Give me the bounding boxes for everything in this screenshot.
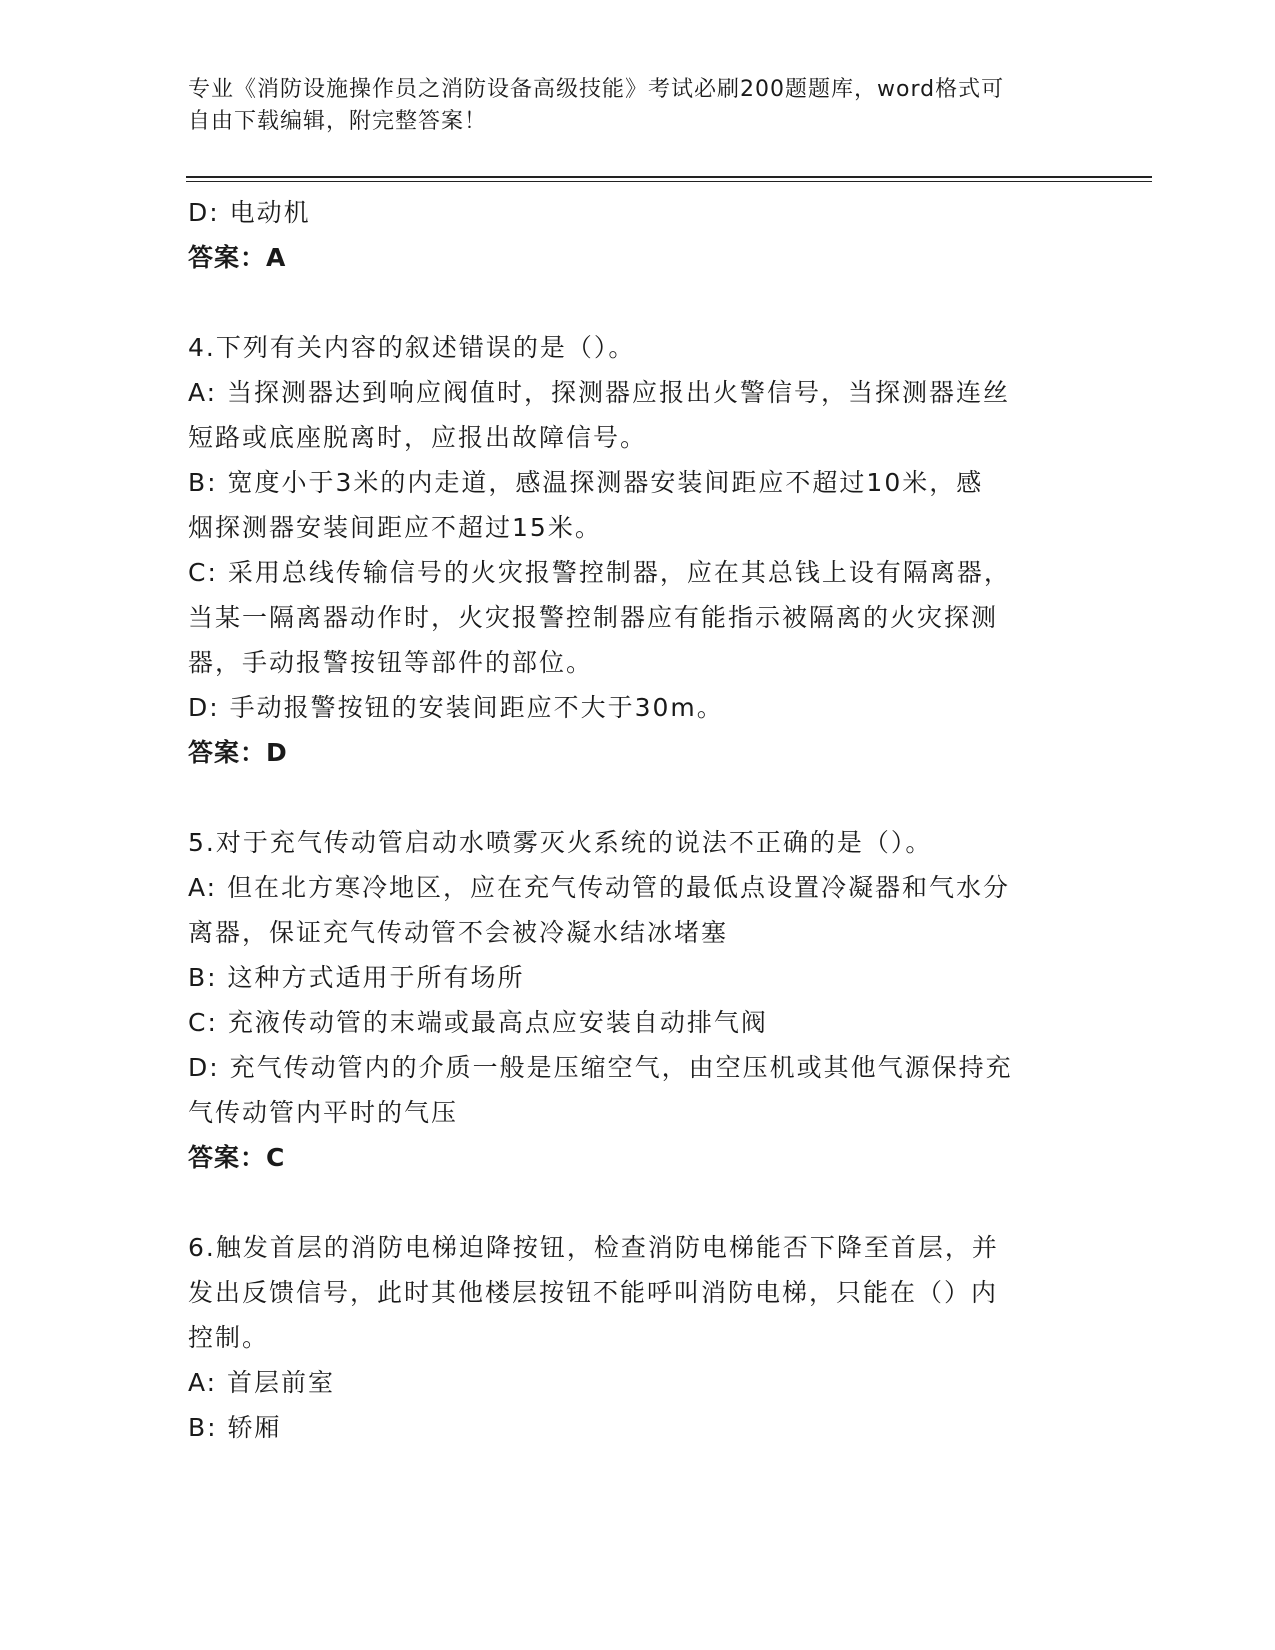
header-line: 专业《消防设施操作员之消防设备高级技能》考试必刷200题题库，word格式可 (188, 77, 1005, 102)
answer-line: 答案：A (188, 243, 287, 272)
answer-line: 答案：D (188, 738, 288, 767)
option-d: D: 充气传动管内的介质一般是压缩空气，由空压机或其他气源保持充 (188, 1053, 1013, 1082)
option-a: A: 当探测器达到响应阀值时，探测器应报出火警信号，当探测器连丝 (188, 378, 1011, 407)
option-d: D: 电动机 (188, 198, 311, 227)
option-b: B: 这种方式适用于所有场所 (188, 963, 525, 992)
option-a: A: 首层前室 (188, 1368, 336, 1397)
option-b-cont: 烟探测器安装间距应不超过15米。 (188, 513, 602, 542)
option-d: D: 手动报警按钮的安装间距应不大于30m。 (188, 693, 724, 722)
question-content (188, 190, 1088, 1450)
option-a-cont: 离器，保证充气传动管不会被冷凝水结冰堵塞 (188, 918, 729, 947)
header-divider (186, 176, 1152, 182)
answer-line: 答案：C (188, 1143, 286, 1172)
option-a: A: 但在北方寒冷地区，应在充气传动管的最低点设置冷凝器和气水分 (188, 873, 1011, 902)
option-a-cont: 短路或底座脱离时，应报出故障信号。 (188, 423, 648, 452)
option-d-cont: 气传动管内平时的气压 (188, 1098, 459, 1127)
option-b: B: 轿厢 (188, 1413, 282, 1442)
option-c-cont: 当某一隔离器动作时，火灾报警控制器应有能指示被隔离的火灾探测 (188, 603, 999, 632)
question-stem: 6.触发首层的消防电梯迫降按钮，检查消防电梯能否下降至首层，并 (188, 1233, 999, 1262)
spacer (188, 775, 1088, 820)
question-stem-cont: 发出反馈信号，此时其他楼层按钮不能呼叫消防电梯，只能在（）内 (188, 1278, 999, 1307)
page-header (188, 74, 1068, 138)
option-b: B: 宽度小于3米的内走道，感温探测器安装间距应不超过10米，感 (188, 468, 984, 497)
header-line: 自由下载编辑，附完整答案！ (188, 109, 488, 134)
question-stem-cont: 控制。 (188, 1323, 270, 1352)
spacer (188, 1180, 1088, 1225)
question-stem: 5.对于充气传动管启动水喷雾灭火系统的说法不正确的是（）。 (188, 828, 933, 857)
option-c-cont: 器，手动报警按钮等部件的部位。 (188, 648, 594, 677)
question-stem: 4.下列有关内容的叙述错误的是（）。 (188, 333, 636, 362)
option-c: C: 采用总线传输信号的火灾报警控制器，应在其总钱上设有隔离器， (188, 558, 1011, 587)
spacer (188, 280, 1088, 325)
option-c: C: 充液传动管的末端或最高点应安装自动排气阀 (188, 1008, 768, 1037)
